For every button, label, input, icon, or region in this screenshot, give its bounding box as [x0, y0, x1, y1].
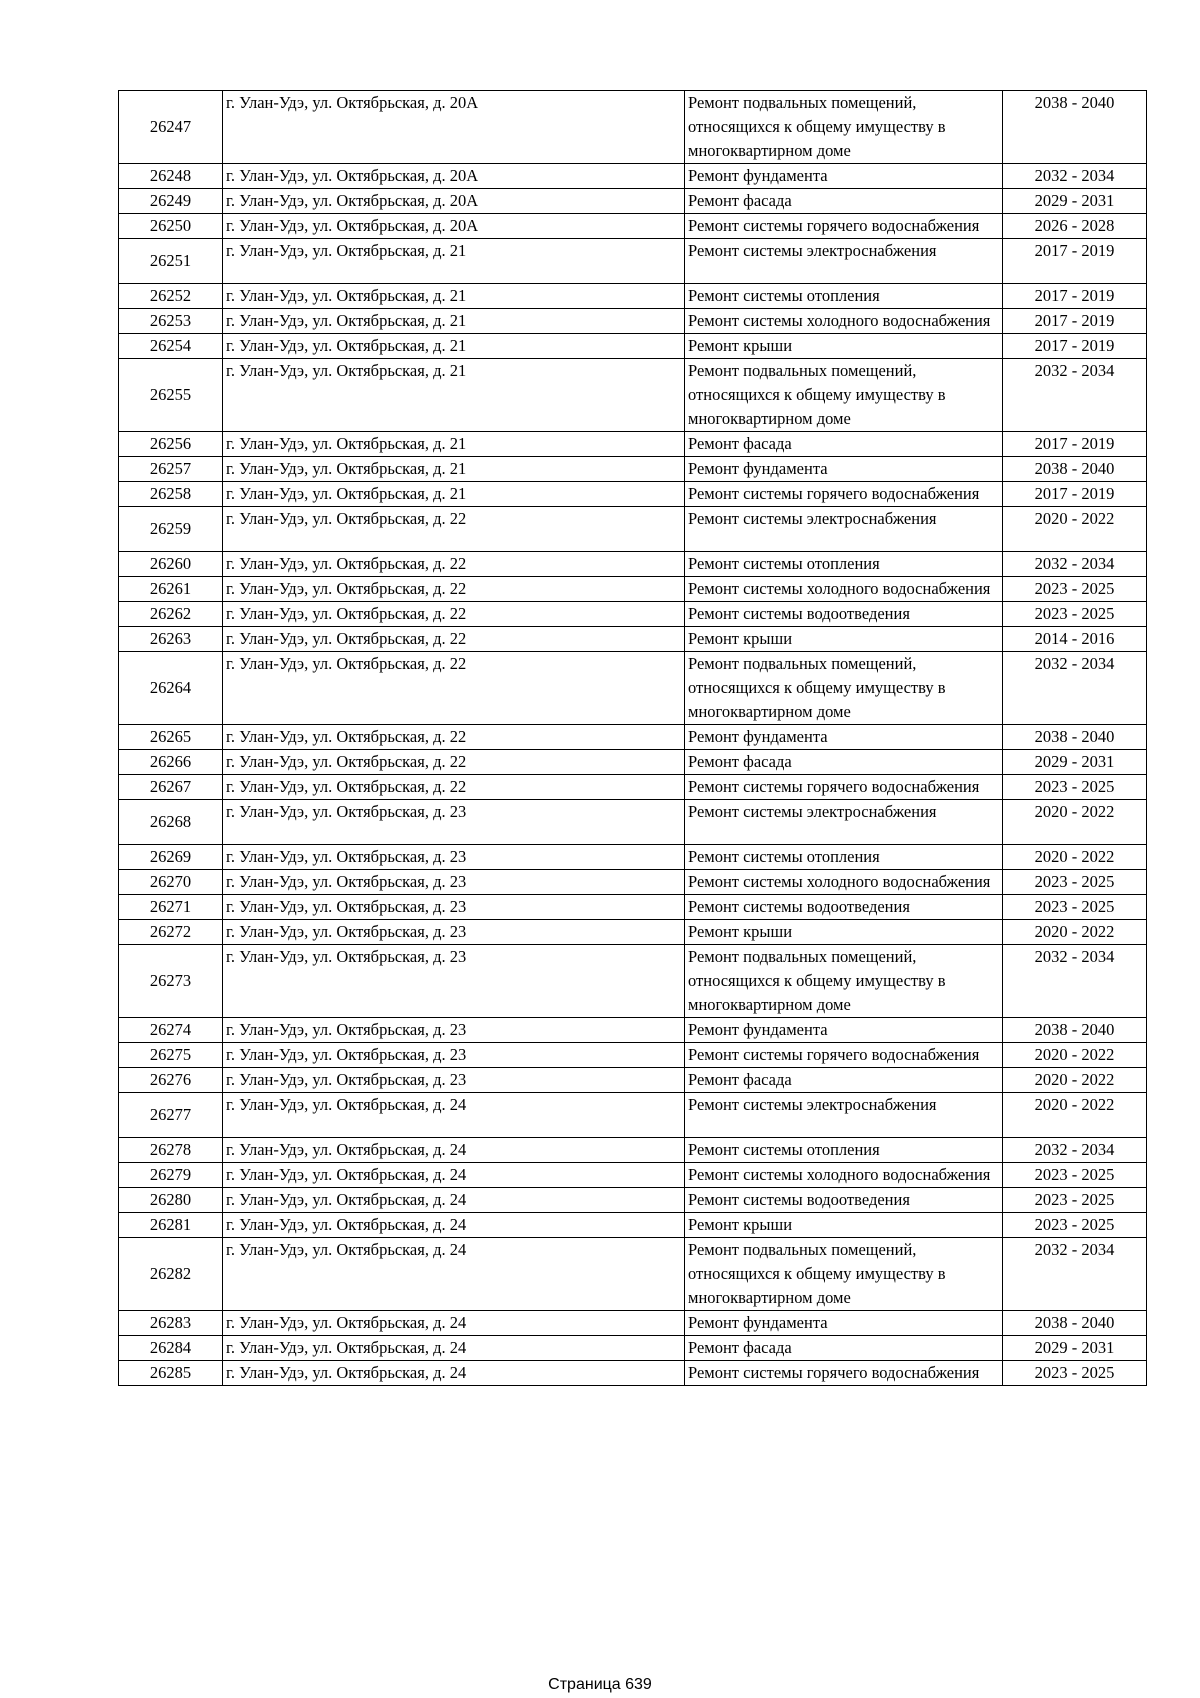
table-row	[119, 845, 1147, 870]
address-cell: г. Улан-Удэ, ул. Октябрьская, д. 24	[223, 1311, 685, 1336]
table-row	[119, 359, 1147, 432]
table-row	[119, 800, 1147, 845]
address-cell: г. Улан-Удэ, ул. Октябрьская, д. 23	[223, 1068, 685, 1093]
period-cell: 2029 - 2031	[1003, 189, 1147, 214]
work-type-cell: Ремонт фасада	[685, 432, 1003, 457]
table-row	[119, 1163, 1147, 1188]
period-cell: 2032 - 2034	[1003, 945, 1147, 1018]
table-row	[119, 189, 1147, 214]
table-row	[119, 552, 1147, 577]
table-row	[119, 164, 1147, 189]
table-row	[119, 870, 1147, 895]
address-cell: г. Улан-Удэ, ул. Октябрьская, д. 21	[223, 457, 685, 482]
work-type-cell: Ремонт системы отопления	[685, 845, 1003, 870]
row-number-cell: 26267	[119, 775, 223, 800]
table-row	[119, 1238, 1147, 1311]
row-number-cell: 26254	[119, 334, 223, 359]
row-number-cell: 26262	[119, 602, 223, 627]
work-type-cell: Ремонт системы отопления	[685, 284, 1003, 309]
table-row	[119, 214, 1147, 239]
row-number-cell: 26275	[119, 1043, 223, 1068]
period-cell: 2029 - 2031	[1003, 750, 1147, 775]
row-number-cell: 26272	[119, 920, 223, 945]
period-cell: 2020 - 2022	[1003, 507, 1147, 552]
address-cell: г. Улан-Удэ, ул. Октябрьская, д. 22	[223, 507, 685, 552]
table-row	[119, 334, 1147, 359]
table-row	[119, 652, 1147, 725]
row-number-cell: 26270	[119, 870, 223, 895]
work-type-cell: Ремонт подвальных помещений, относящихся к общему имуществу в многоквартирном доме	[685, 359, 1003, 432]
period-cell: 2017 - 2019	[1003, 334, 1147, 359]
table-row	[119, 945, 1147, 1018]
work-type-cell: Ремонт системы горячего водоснабжения	[685, 1361, 1003, 1386]
period-cell: 2023 - 2025	[1003, 775, 1147, 800]
address-cell: г. Улан-Удэ, ул. Октябрьская, д. 20А	[223, 164, 685, 189]
work-type-cell: Ремонт системы электроснабжения	[685, 1093, 1003, 1138]
period-cell: 2038 - 2040	[1003, 457, 1147, 482]
table-row	[119, 507, 1147, 552]
row-number-cell: 26280	[119, 1188, 223, 1213]
period-cell: 2014 - 2016	[1003, 627, 1147, 652]
address-cell: г. Улан-Удэ, ул. Октябрьская, д. 21	[223, 432, 685, 457]
period-cell: 2023 - 2025	[1003, 1361, 1147, 1386]
table-row	[119, 775, 1147, 800]
row-number-cell: 26252	[119, 284, 223, 309]
period-cell: 2017 - 2019	[1003, 239, 1147, 284]
work-type-cell: Ремонт фундамента	[685, 457, 1003, 482]
period-cell: 2032 - 2034	[1003, 1138, 1147, 1163]
address-cell: г. Улан-Удэ, ул. Октябрьская, д. 22	[223, 552, 685, 577]
period-cell: 2023 - 2025	[1003, 1163, 1147, 1188]
work-type-cell: Ремонт фасада	[685, 189, 1003, 214]
row-number-cell: 26256	[119, 432, 223, 457]
work-type-cell: Ремонт системы горячего водоснабжения	[685, 482, 1003, 507]
row-number-cell: 26253	[119, 309, 223, 334]
work-type-cell: Ремонт системы горячего водоснабжения	[685, 775, 1003, 800]
work-type-cell: Ремонт фундамента	[685, 1311, 1003, 1336]
work-type-cell: Ремонт фундамента	[685, 725, 1003, 750]
work-type-cell: Ремонт крыши	[685, 1213, 1003, 1238]
address-cell: г. Улан-Удэ, ул. Октябрьская, д. 23	[223, 1018, 685, 1043]
row-number-cell: 26269	[119, 845, 223, 870]
work-type-cell: Ремонт подвальных помещений, относящихся к общему имуществу в многоквартирном доме	[685, 652, 1003, 725]
address-cell: г. Улан-Удэ, ул. Октябрьская, д. 24	[223, 1188, 685, 1213]
period-cell: 2020 - 2022	[1003, 845, 1147, 870]
table-row	[119, 1188, 1147, 1213]
period-cell: 2038 - 2040	[1003, 91, 1147, 164]
address-cell: г. Улан-Удэ, ул. Октябрьская, д. 24	[223, 1213, 685, 1238]
work-type-cell: Ремонт системы водоотведения	[685, 895, 1003, 920]
row-number-cell: 26265	[119, 725, 223, 750]
table-body	[119, 91, 1147, 1386]
work-type-cell: Ремонт фасада	[685, 750, 1003, 775]
work-type-cell: Ремонт системы холодного водоснабжения	[685, 1163, 1003, 1188]
row-number-cell: 26264	[119, 652, 223, 725]
row-number-cell: 26271	[119, 895, 223, 920]
address-cell: г. Улан-Удэ, ул. Октябрьская, д. 24	[223, 1238, 685, 1311]
work-type-cell: Ремонт системы холодного водоснабжения	[685, 309, 1003, 334]
work-type-cell: Ремонт системы водоотведения	[685, 602, 1003, 627]
row-number-cell: 26282	[119, 1238, 223, 1311]
row-number-cell: 26250	[119, 214, 223, 239]
table-row	[119, 1311, 1147, 1336]
period-cell: 2017 - 2019	[1003, 432, 1147, 457]
table-row	[119, 1018, 1147, 1043]
period-cell: 2038 - 2040	[1003, 1018, 1147, 1043]
address-cell: г. Улан-Удэ, ул. Октябрьская, д. 23	[223, 870, 685, 895]
table-row	[119, 1138, 1147, 1163]
address-cell: г. Улан-Удэ, ул. Октябрьская, д. 22	[223, 725, 685, 750]
table-row	[119, 895, 1147, 920]
address-cell: г. Улан-Удэ, ул. Октябрьская, д. 22	[223, 652, 685, 725]
row-number-cell: 26274	[119, 1018, 223, 1043]
period-cell: 2020 - 2022	[1003, 800, 1147, 845]
row-number-cell: 26281	[119, 1213, 223, 1238]
row-number-cell: 26247	[119, 91, 223, 164]
address-cell: г. Улан-Удэ, ул. Октябрьская, д. 23	[223, 800, 685, 845]
address-cell: г. Улан-Удэ, ул. Октябрьская, д. 23	[223, 1043, 685, 1068]
period-cell: 2023 - 2025	[1003, 577, 1147, 602]
period-cell: 2023 - 2025	[1003, 602, 1147, 627]
address-cell: г. Улан-Удэ, ул. Октябрьская, д. 20А	[223, 189, 685, 214]
table-row	[119, 1068, 1147, 1093]
work-type-cell: Ремонт фасада	[685, 1336, 1003, 1361]
work-type-cell: Ремонт крыши	[685, 920, 1003, 945]
table-row	[119, 432, 1147, 457]
period-cell: 2023 - 2025	[1003, 870, 1147, 895]
work-type-cell: Ремонт системы водоотведения	[685, 1188, 1003, 1213]
table-row	[119, 750, 1147, 775]
row-number-cell: 26276	[119, 1068, 223, 1093]
row-number-cell: 26284	[119, 1336, 223, 1361]
table-row	[119, 577, 1147, 602]
row-number-cell: 26248	[119, 164, 223, 189]
address-cell: г. Улан-Удэ, ул. Октябрьская, д. 24	[223, 1336, 685, 1361]
address-cell: г. Улан-Удэ, ул. Октябрьская, д. 20А	[223, 91, 685, 164]
table-row	[119, 309, 1147, 334]
row-number-cell: 26263	[119, 627, 223, 652]
row-number-cell: 26258	[119, 482, 223, 507]
period-cell: 2017 - 2019	[1003, 309, 1147, 334]
address-cell: г. Улан-Удэ, ул. Октябрьская, д. 23	[223, 845, 685, 870]
table-row	[119, 482, 1147, 507]
period-cell: 2017 - 2019	[1003, 284, 1147, 309]
work-type-cell: Ремонт системы электроснабжения	[685, 507, 1003, 552]
work-type-cell: Ремонт крыши	[685, 334, 1003, 359]
address-cell: г. Улан-Удэ, ул. Октябрьская, д. 22	[223, 577, 685, 602]
table-row	[119, 1213, 1147, 1238]
row-number-cell: 26259	[119, 507, 223, 552]
page-number: Страница 639	[548, 1676, 652, 1693]
work-type-cell: Ремонт системы отопления	[685, 552, 1003, 577]
address-cell: г. Улан-Удэ, ул. Октябрьская, д. 20А	[223, 214, 685, 239]
address-cell: г. Улан-Удэ, ул. Октябрьская, д. 21	[223, 239, 685, 284]
address-cell: г. Улан-Удэ, ул. Октябрьская, д. 22	[223, 602, 685, 627]
row-number-cell: 26251	[119, 239, 223, 284]
table-row	[119, 284, 1147, 309]
period-cell: 2032 - 2034	[1003, 1238, 1147, 1311]
table-row	[119, 725, 1147, 750]
address-cell: г. Улан-Удэ, ул. Октябрьская, д. 21	[223, 284, 685, 309]
address-cell: г. Улан-Удэ, ул. Октябрьская, д. 24	[223, 1138, 685, 1163]
work-type-cell: Ремонт системы горячего водоснабжения	[685, 1043, 1003, 1068]
period-cell: 2020 - 2022	[1003, 1043, 1147, 1068]
row-number-cell: 26283	[119, 1311, 223, 1336]
work-type-cell: Ремонт подвальных помещений, относящихся к общему имуществу в многоквартирном доме	[685, 1238, 1003, 1311]
address-cell: г. Улан-Удэ, ул. Октябрьская, д. 21	[223, 359, 685, 432]
address-cell: г. Улан-Удэ, ул. Октябрьская, д. 24	[223, 1093, 685, 1138]
period-cell: 2017 - 2019	[1003, 482, 1147, 507]
period-cell: 2020 - 2022	[1003, 920, 1147, 945]
row-number-cell: 26273	[119, 945, 223, 1018]
row-number-cell: 26261	[119, 577, 223, 602]
table-row	[119, 91, 1147, 164]
row-number-cell: 26285	[119, 1361, 223, 1386]
period-cell: 2020 - 2022	[1003, 1093, 1147, 1138]
row-number-cell: 26249	[119, 189, 223, 214]
period-cell: 2032 - 2034	[1003, 652, 1147, 725]
address-cell: г. Улан-Удэ, ул. Октябрьская, д. 23	[223, 895, 685, 920]
address-cell: г. Улан-Удэ, ул. Октябрьская, д. 23	[223, 945, 685, 1018]
period-cell: 2032 - 2034	[1003, 164, 1147, 189]
work-type-cell: Ремонт системы электроснабжения	[685, 800, 1003, 845]
table-row	[119, 1361, 1147, 1386]
row-number-cell: 26266	[119, 750, 223, 775]
row-number-cell: 26260	[119, 552, 223, 577]
row-number-cell: 26255	[119, 359, 223, 432]
work-type-cell: Ремонт фундамента	[685, 1018, 1003, 1043]
row-number-cell: 26257	[119, 457, 223, 482]
table-row	[119, 1336, 1147, 1361]
table-row	[119, 457, 1147, 482]
period-cell: 2029 - 2031	[1003, 1336, 1147, 1361]
period-cell: 2032 - 2034	[1003, 552, 1147, 577]
period-cell: 2026 - 2028	[1003, 214, 1147, 239]
period-cell: 2023 - 2025	[1003, 1188, 1147, 1213]
work-type-cell: Ремонт фасада	[685, 1068, 1003, 1093]
table-row	[119, 627, 1147, 652]
address-cell: г. Улан-Удэ, ул. Октябрьская, д. 21	[223, 309, 685, 334]
work-type-cell: Ремонт фундамента	[685, 164, 1003, 189]
work-type-cell: Ремонт подвальных помещений, относящихся к общему имуществу в многоквартирном доме	[685, 945, 1003, 1018]
address-cell: г. Улан-Удэ, ул. Октябрьская, д. 22	[223, 627, 685, 652]
period-cell: 2038 - 2040	[1003, 1311, 1147, 1336]
address-cell: г. Улан-Удэ, ул. Октябрьская, д. 22	[223, 750, 685, 775]
table-row	[119, 920, 1147, 945]
address-cell: г. Улан-Удэ, ул. Октябрьская, д. 24	[223, 1361, 685, 1386]
work-type-cell: Ремонт крыши	[685, 627, 1003, 652]
table-row	[119, 239, 1147, 284]
table-row	[119, 1043, 1147, 1068]
work-type-cell: Ремонт системы горячего водоснабжения	[685, 214, 1003, 239]
address-cell: г. Улан-Удэ, ул. Октябрьская, д. 21	[223, 482, 685, 507]
address-cell: г. Улан-Удэ, ул. Октябрьская, д. 22	[223, 775, 685, 800]
period-cell: 2023 - 2025	[1003, 1213, 1147, 1238]
work-type-cell: Ремонт системы отопления	[685, 1138, 1003, 1163]
period-cell: 2038 - 2040	[1003, 725, 1147, 750]
period-cell: 2023 - 2025	[1003, 895, 1147, 920]
work-type-cell: Ремонт системы холодного водоснабжения	[685, 870, 1003, 895]
row-number-cell: 26279	[119, 1163, 223, 1188]
row-number-cell: 26278	[119, 1138, 223, 1163]
period-cell: 2020 - 2022	[1003, 1068, 1147, 1093]
address-cell: г. Улан-Удэ, ул. Октябрьская, д. 21	[223, 334, 685, 359]
address-cell: г. Улан-Удэ, ул. Октябрьская, д. 23	[223, 920, 685, 945]
row-number-cell: 26277	[119, 1093, 223, 1138]
table-row	[119, 602, 1147, 627]
work-type-cell: Ремонт системы холодного водоснабжения	[685, 577, 1003, 602]
address-cell: г. Улан-Удэ, ул. Октябрьская, д. 24	[223, 1163, 685, 1188]
work-type-cell: Ремонт подвальных помещений, относящихся к общему имуществу в многоквартирном доме	[685, 91, 1003, 164]
work-type-cell: Ремонт системы электроснабжения	[685, 239, 1003, 284]
row-number-cell: 26268	[119, 800, 223, 845]
table-row	[119, 1093, 1147, 1138]
repair-schedule-table	[118, 90, 1147, 1386]
period-cell: 2032 - 2034	[1003, 359, 1147, 432]
